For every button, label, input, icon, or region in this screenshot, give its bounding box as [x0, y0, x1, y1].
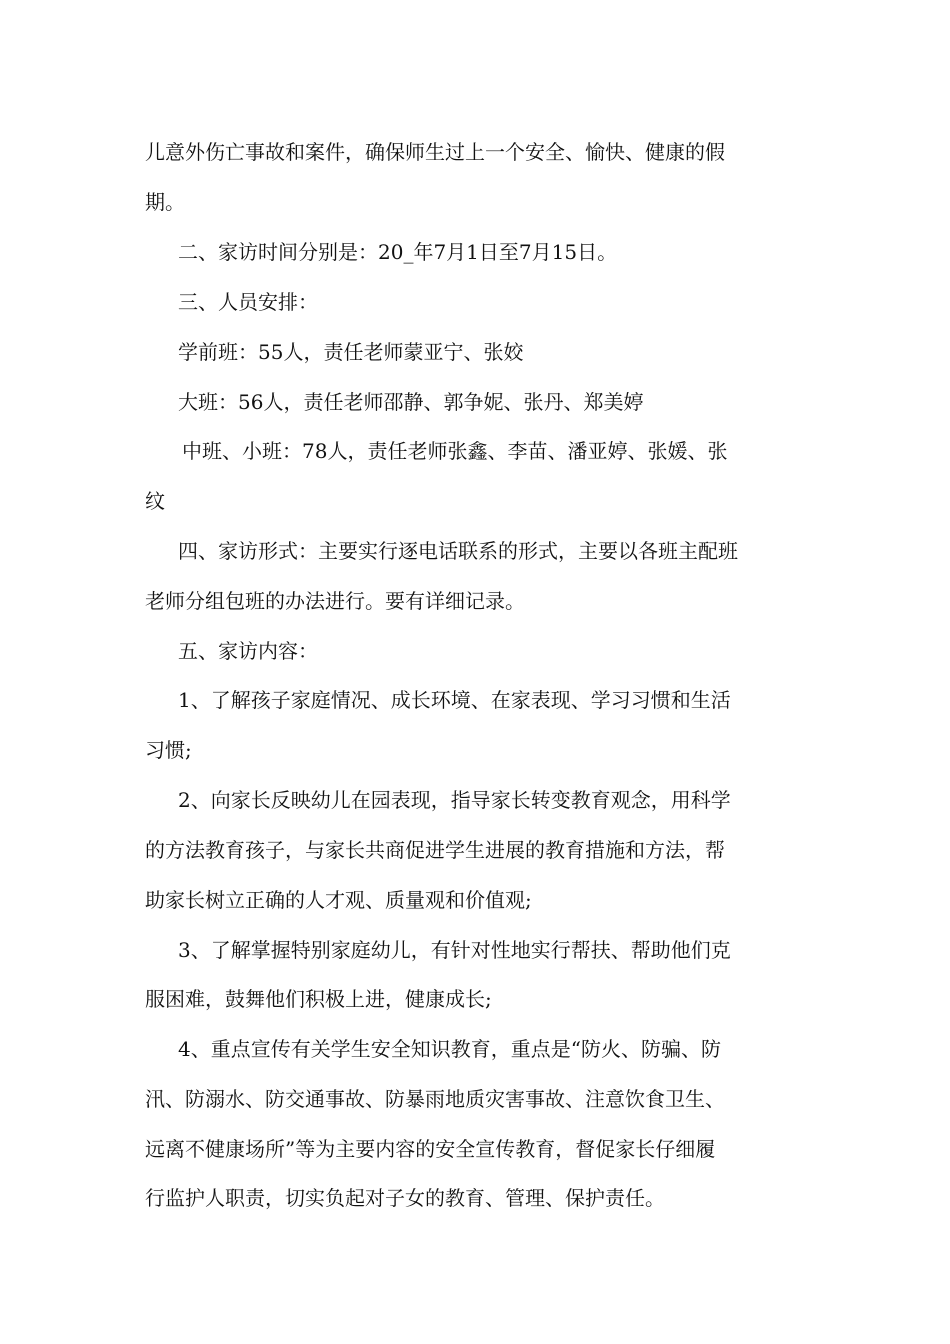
text-line: 1、了解孩子家庭情况、成长环境、在家表现、学习习惯和生活 [178, 688, 731, 712]
text-line: 儿意外伤亡事故和案件，确保师生过上一个安全、愉快、健康的假 [145, 140, 725, 164]
text-line: 中班、小班：78人，责任老师张鑫、李苗、潘亚婷、张媛、张 [182, 439, 728, 463]
text-line: 二、家访时间分别是：20_年7月1日至7月15日。 [178, 240, 618, 264]
text-line: 期。 [145, 190, 185, 214]
text-line: 老师分组包班的办法进行。要有详细记录。 [145, 589, 525, 613]
text-line: 大班：56人，责任老师邵静、郭争妮、张丹、郑美婷 [178, 390, 644, 414]
text-line: 汛、防溺水、防交通事故、防暴雨地质灾害事故、注意饮食卫生、 [145, 1087, 725, 1111]
text-line: 4、重点宣传有关学生安全知识教育，重点是“防火、防骗、防 [178, 1037, 721, 1061]
text-line: 服困难，鼓舞他们积极上进，健康成长; [145, 987, 492, 1011]
text-line: 行监护人职责，切实负起对子女的教育、管理、保护责任。 [145, 1186, 665, 1210]
text-line: 三、人员安排： [178, 290, 318, 314]
text-line: 的方法教育孩子，与家长共商促进学生进展的教育措施和方法，帮 [145, 838, 725, 862]
text-line: 助家长树立正确的人才观、质量观和价值观; [145, 888, 532, 912]
text-line: 纹 [145, 489, 165, 513]
text-line: 远离不健康场所”等为主要内容的安全宣传教育，督促家长仔细履 [145, 1137, 716, 1161]
text-line: 四、家访形式：主要实行逐电话联系的形式，主要以各班主配班 [178, 539, 738, 563]
text-line: 学前班：55人，责任老师蒙亚宁、张姣 [178, 340, 524, 364]
text-line: 2、向家长反映幼儿在园表现，指导家长转变教育观念，用科学 [178, 788, 731, 812]
text-line: 五、家访内容： [178, 639, 318, 663]
text-line: 习惯; [145, 738, 192, 762]
text-line: 3、了解掌握特别家庭幼儿，有针对性地实行帮扶、帮助他们克 [178, 938, 731, 962]
